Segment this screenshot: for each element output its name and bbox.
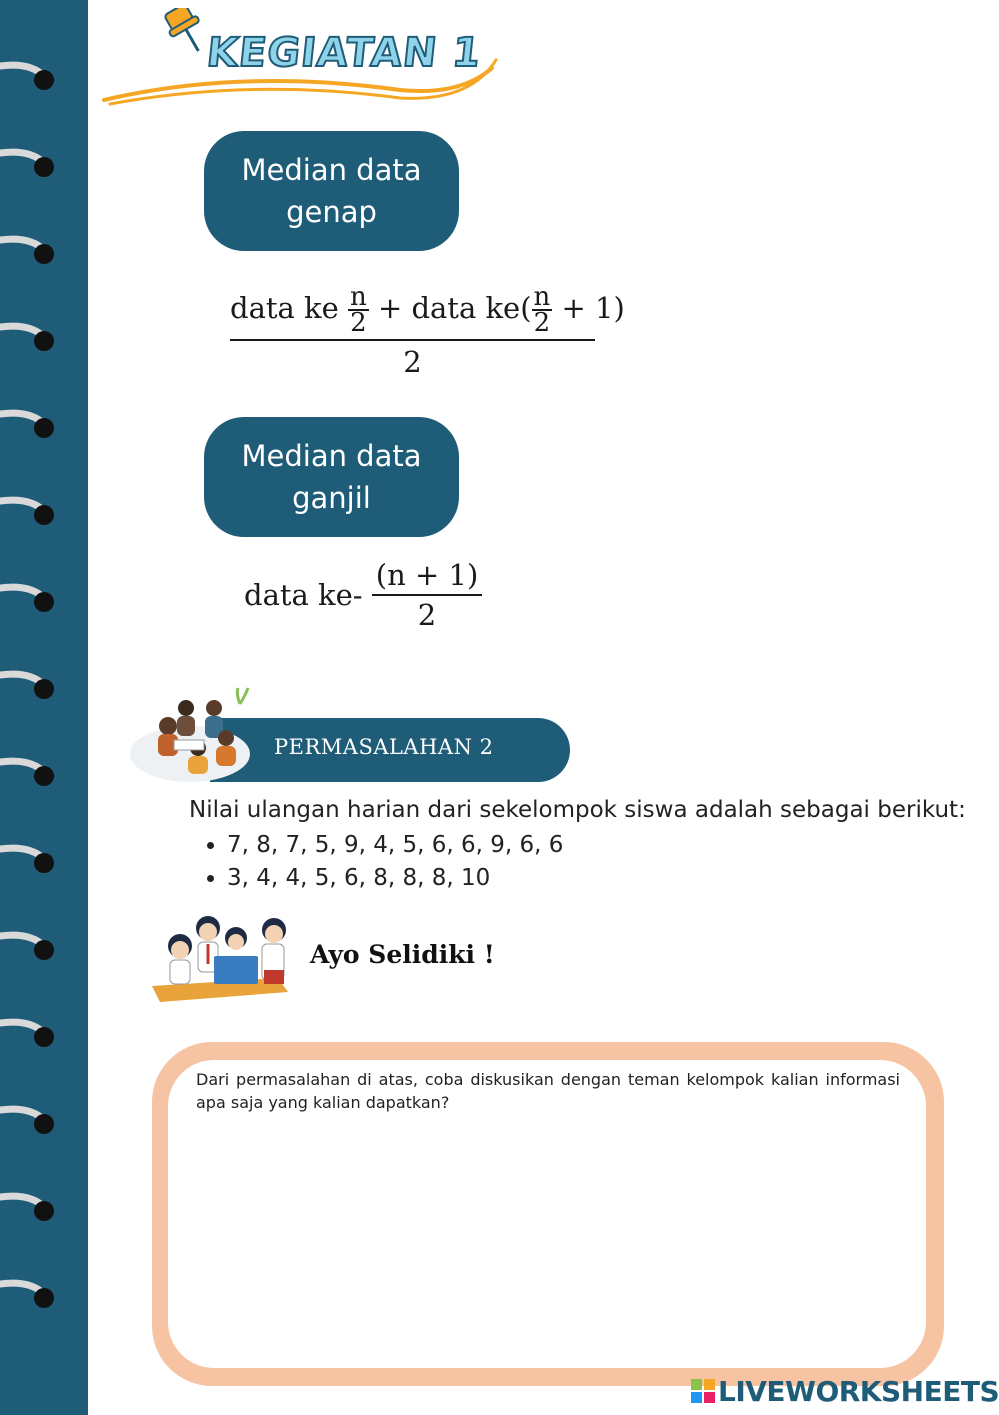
fraction-n-over-2-second [532, 282, 553, 338]
fraction-denominator: 2 [533, 308, 551, 338]
fraction-n-over-2 [348, 282, 369, 338]
fraction-numerator: n [533, 282, 551, 312]
list-item: • 3, 4, 4, 5, 6, 8, 8, 8, 10 [227, 862, 966, 895]
liveworksheets-logo [690, 1374, 999, 1408]
spiral-ring [0, 232, 60, 272]
data-list [189, 829, 966, 895]
spiral-ring [0, 145, 60, 185]
formula-ganjil-prefix: data ke- [244, 578, 363, 612]
spiral-ring [0, 841, 60, 881]
spiral-ring [0, 1015, 60, 1055]
list-item: • 7, 8, 7, 5, 9, 4, 5, 6, 6, 9, 6, 6 [227, 829, 966, 862]
median-ganjil-label [204, 417, 459, 537]
fraction-denominator: 2 [417, 598, 437, 632]
fraction-numerator: (n + 1) [372, 558, 483, 596]
median-ganjil-text: Median data ganjil [241, 439, 422, 515]
formula-genap-plus: + data ke( [377, 291, 532, 325]
logo-icon [690, 1378, 716, 1404]
spiral-ring [0, 58, 60, 98]
formula-genap-close: + 1) [561, 291, 625, 325]
spiral-ring [0, 928, 60, 968]
spiral-ring [0, 1102, 60, 1142]
logo-text: LIVEWORKSHEETS [718, 1374, 999, 1408]
page-title: KEGIATAN 1 [204, 30, 484, 76]
median-genap-label [204, 131, 459, 251]
students-laptop-illustration [148, 912, 293, 1004]
spiral-ring [0, 754, 60, 794]
formula-ganjil [244, 558, 482, 632]
group-study-illustration [128, 686, 258, 786]
problem-statement [189, 797, 966, 895]
median-genap-text: Median data genap [241, 153, 422, 229]
investigate-heading: Ayo Selidiki ! [310, 940, 495, 969]
fraction-n-plus-1-over-2 [372, 558, 483, 632]
spiral-ring [0, 406, 60, 446]
spiral-ring [0, 1276, 60, 1316]
fraction-denominator: 2 [350, 308, 367, 338]
fraction-numerator: n [349, 282, 367, 312]
answer-prompt: Dari permasalahan di atas, coba diskusikan dengan teman kelompok kalian informasi apa saja yang kalian dapatkan? [196, 1070, 900, 1112]
spiral-ring [0, 319, 60, 359]
spiral-ring [0, 493, 60, 533]
formula-genap [230, 282, 625, 379]
spiral-ring [0, 667, 60, 707]
section-title: PERMASALAHAN 2 [274, 735, 494, 759]
formula-genap-part1: data ke [230, 291, 339, 325]
formula-genap-denominator: 2 [403, 345, 422, 379]
spiral-ring [0, 580, 60, 620]
spiral-ring [0, 1189, 60, 1229]
problem-intro: Nilai ulangan harian dari sekelompok siswa adalah sebagai berikut: [189, 797, 966, 823]
